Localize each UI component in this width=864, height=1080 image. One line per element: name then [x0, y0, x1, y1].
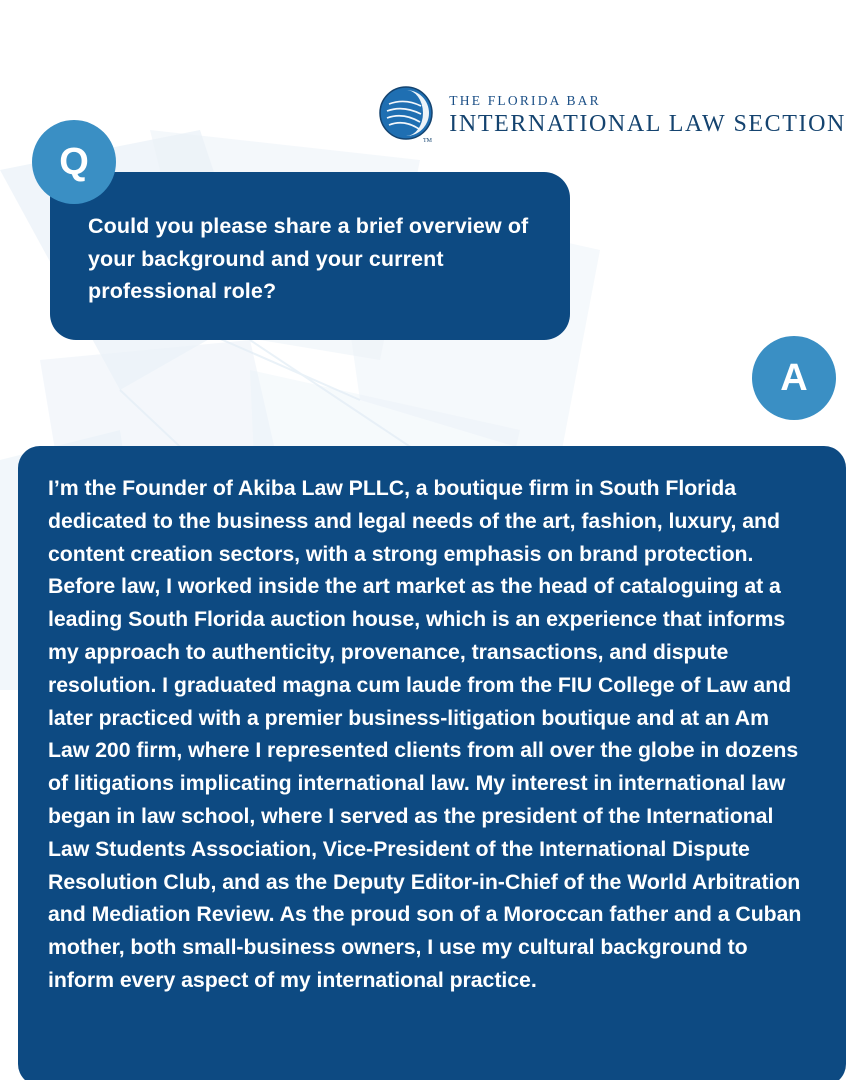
- florida-bar-seal-icon: [375, 84, 437, 146]
- question-text: Could you please share a brief overview of your background and your current professional role?: [88, 214, 529, 304]
- svg-text:TM: TM: [423, 138, 433, 144]
- question-bubble: [50, 172, 570, 340]
- brand-line-1: THE FLORIDA BAR: [449, 92, 601, 108]
- brand-logo: [375, 84, 846, 146]
- brand-line-2: INTERNATIONAL LAW SECTION: [449, 111, 846, 138]
- question-badge: Q: [32, 120, 116, 204]
- answer-badge: A: [752, 336, 836, 420]
- answer-panel: [18, 446, 846, 1080]
- answer-text: I’m the Founder of Akiba Law PLLC, a boutique firm in South Florida dedicated to the business and legal needs of the art, fashion, luxury, and content creation sectors, with a strong emphasis on brand protection. Before law, I worked inside the art market as the head of cataloguing at a leading South Florida auction house, which is an experience that informs my approach to authenticity, provenance, transactions, and dispute resolution. I graduated magna cum laude from the FIU College of Law and later practiced with a premier business-litigation boutique and at an Am Law 200 firm, where I represented clients from all over the globe in dozens of litigations implicating international law. My interest in international law began in law school, where I served as the president of the International Law Students Association, Vice-President of the International Dispute Resolution Club, and as the Deputy Editor-in-Chief of the World Arbitration and Mediation Review. As the proud son of a Moroccan father and a Cuban mother, both small-business owners, I use my cultural background to inform every aspect of my international practice.: [48, 476, 802, 992]
